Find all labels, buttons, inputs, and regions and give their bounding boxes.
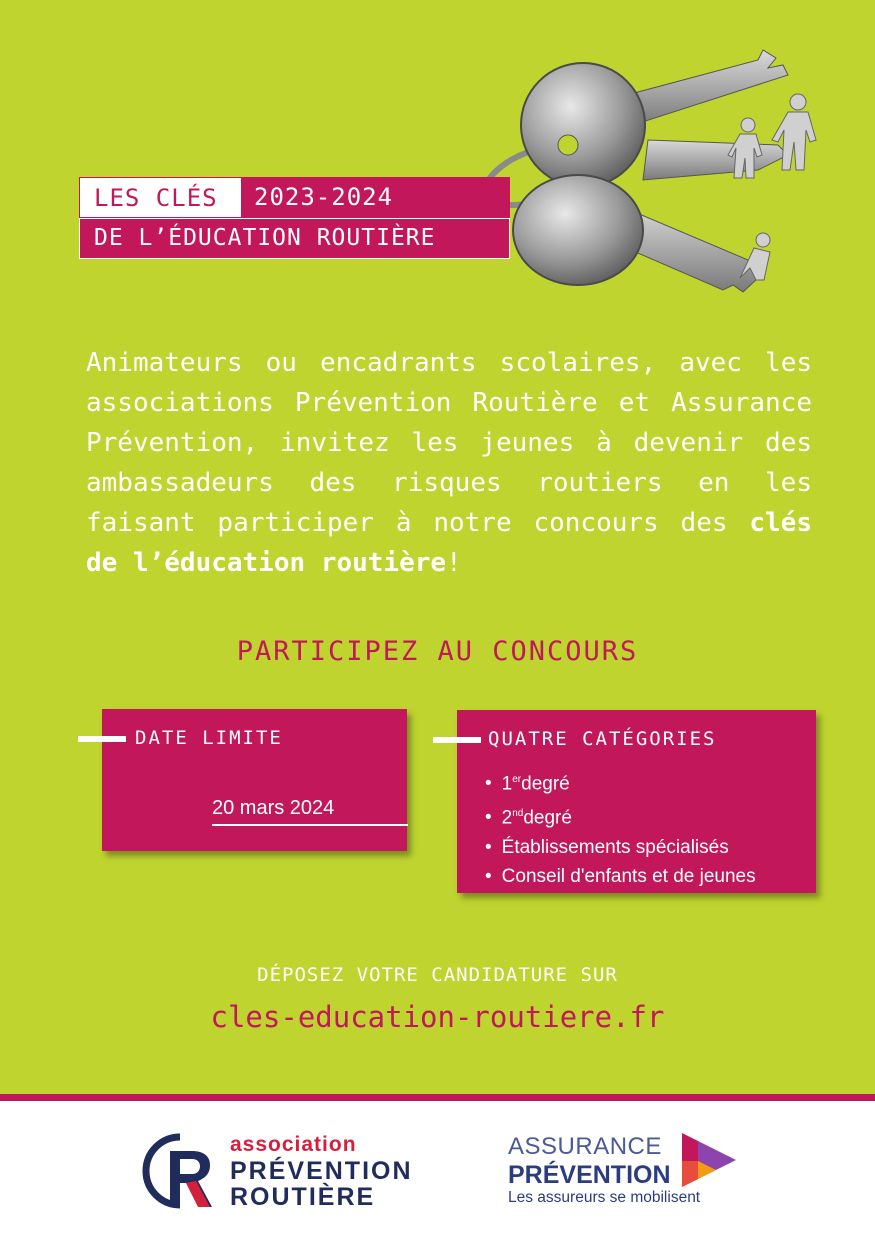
- title-badge: [79, 177, 510, 260]
- deadline-dash: [78, 736, 126, 742]
- list-item: • 2nddegré: [485, 799, 756, 833]
- list-item: • 1erdegré: [485, 765, 756, 799]
- keys-illustration: [458, 30, 848, 330]
- categories-dash: [433, 737, 481, 743]
- ap-line3: Les assureurs se mobilisent: [508, 1189, 701, 1206]
- submission-heading: DÉPOSEZ VOTRE CANDIDATURE SUR: [257, 964, 618, 986]
- intro-paragraph: [86, 343, 812, 583]
- list-item: • Établissements spécialisés: [485, 833, 756, 863]
- assurance-prevention-emblem-icon: [678, 1131, 740, 1189]
- title-years: 2023-2024: [242, 177, 510, 218]
- deadline-underline: [212, 824, 408, 826]
- apr-line2: PRÉVENTION: [230, 1157, 413, 1185]
- footer: [0, 1094, 875, 1241]
- categories-card: [457, 710, 816, 893]
- intro-end: !: [446, 548, 462, 578]
- deadline-value: 20 mars 2024: [212, 797, 335, 819]
- deadline-card: [102, 709, 407, 851]
- assurance-prevention-logo: [508, 1131, 748, 1221]
- apr-line3: ROUTIÈRE: [230, 1183, 376, 1211]
- intro-bold: clés de l’éducation routière: [86, 508, 812, 578]
- apr-line1: association: [230, 1133, 357, 1156]
- title-subtitle: DE L’ÉDUCATION ROUTIÈRE: [79, 218, 510, 259]
- list-item: • Conseil d'enfants et de jeunes: [485, 862, 756, 892]
- deadline-label: DATE LIMITE: [135, 727, 283, 749]
- intro-text: Animateurs ou encadrants scolaires, avec les associations Prévention Routière et Assurance Prévention, invitez les jeunes à devenir des ambassadeurs des risques routiers en les faisant participer à notre concours des: [86, 348, 812, 538]
- ap-line2: PRÉVENTION: [508, 1161, 671, 1189]
- website-link[interactable]: cles-education-routiere.fr: [210, 1000, 665, 1034]
- prevention-routiere-logo: [140, 1131, 450, 1221]
- categories-list: [485, 765, 756, 892]
- prevention-routiere-emblem-icon: [140, 1131, 220, 1213]
- title-les-cles: LES CLÉS: [79, 177, 242, 218]
- ap-line1: ASSURANCE: [508, 1133, 662, 1160]
- categories-label: QUATRE CATÉGORIES: [488, 728, 717, 750]
- cta-heading: PARTICIPEZ AU CONCOURS: [236, 636, 639, 667]
